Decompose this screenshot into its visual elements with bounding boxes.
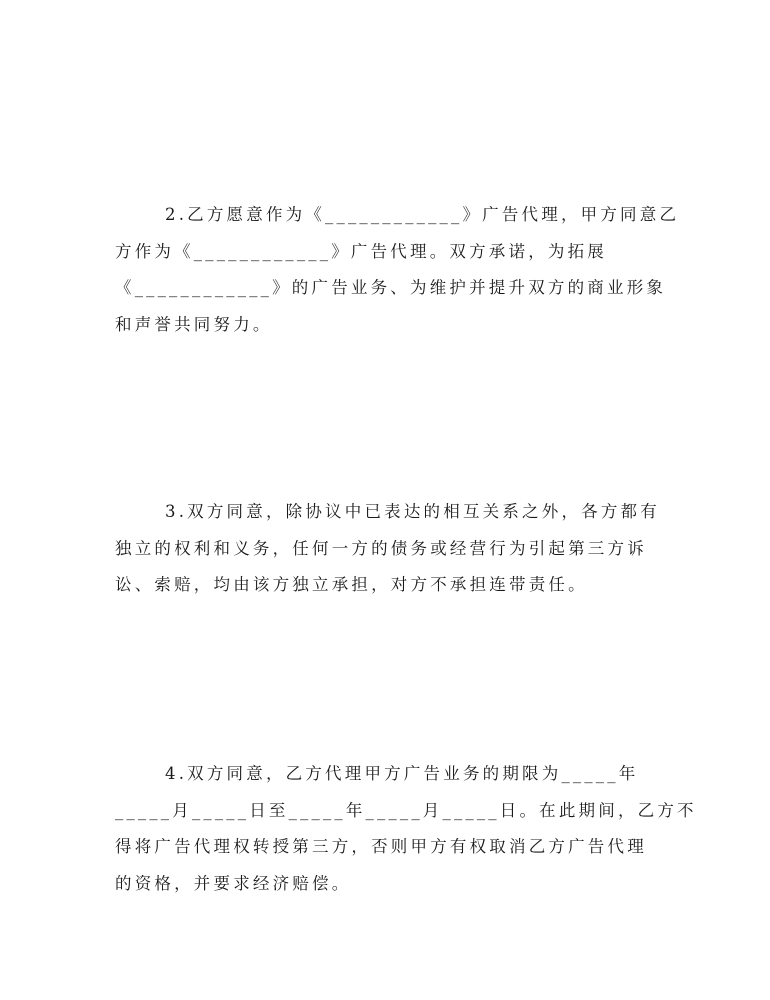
clause-3-line-1: 3.双方同意，除协议中已表达的相互关系之外，各方都有 [165,502,660,521]
clause-2-line-3: 《____________》的广告业务、为维护并提升双方的商业形象 [115,278,667,297]
clause-2-line-4: 和声誉共同努力。 [115,314,273,334]
clause-3-line-3: 讼、索赔，均由该方独立承担，对方不承担连带责任。 [115,575,588,594]
clause-2-line-1: 2.乙方愿意作为《____________》广告代理，甲方同意乙 [165,205,680,224]
clause-4-paragraph [115,756,697,902]
clause-3-paragraph [115,494,660,604]
clause-2-line-2: 方作为《____________》广告代理。双方承诺，为拓展 [115,241,607,261]
clause-2-paragraph [115,197,680,343]
clause-4-line-1: 4.双方同意，乙方代理甲方广告业务的期限为_____年 [165,764,639,783]
clause-4-line-2: _____月_____日至_____年_____月_____日。在此期间，乙方不 [115,800,697,820]
clause-3-line-2: 独立的权利和义务，任何一方的债务或经营行为引起第三方诉 [115,538,647,558]
clause-4-line-4: 的资格，并要求经济赔偿。 [115,873,352,893]
clause-4-line-3: 得将广告代理权转授第三方，否则甲方有权取消乙方广告代理 [115,837,647,856]
